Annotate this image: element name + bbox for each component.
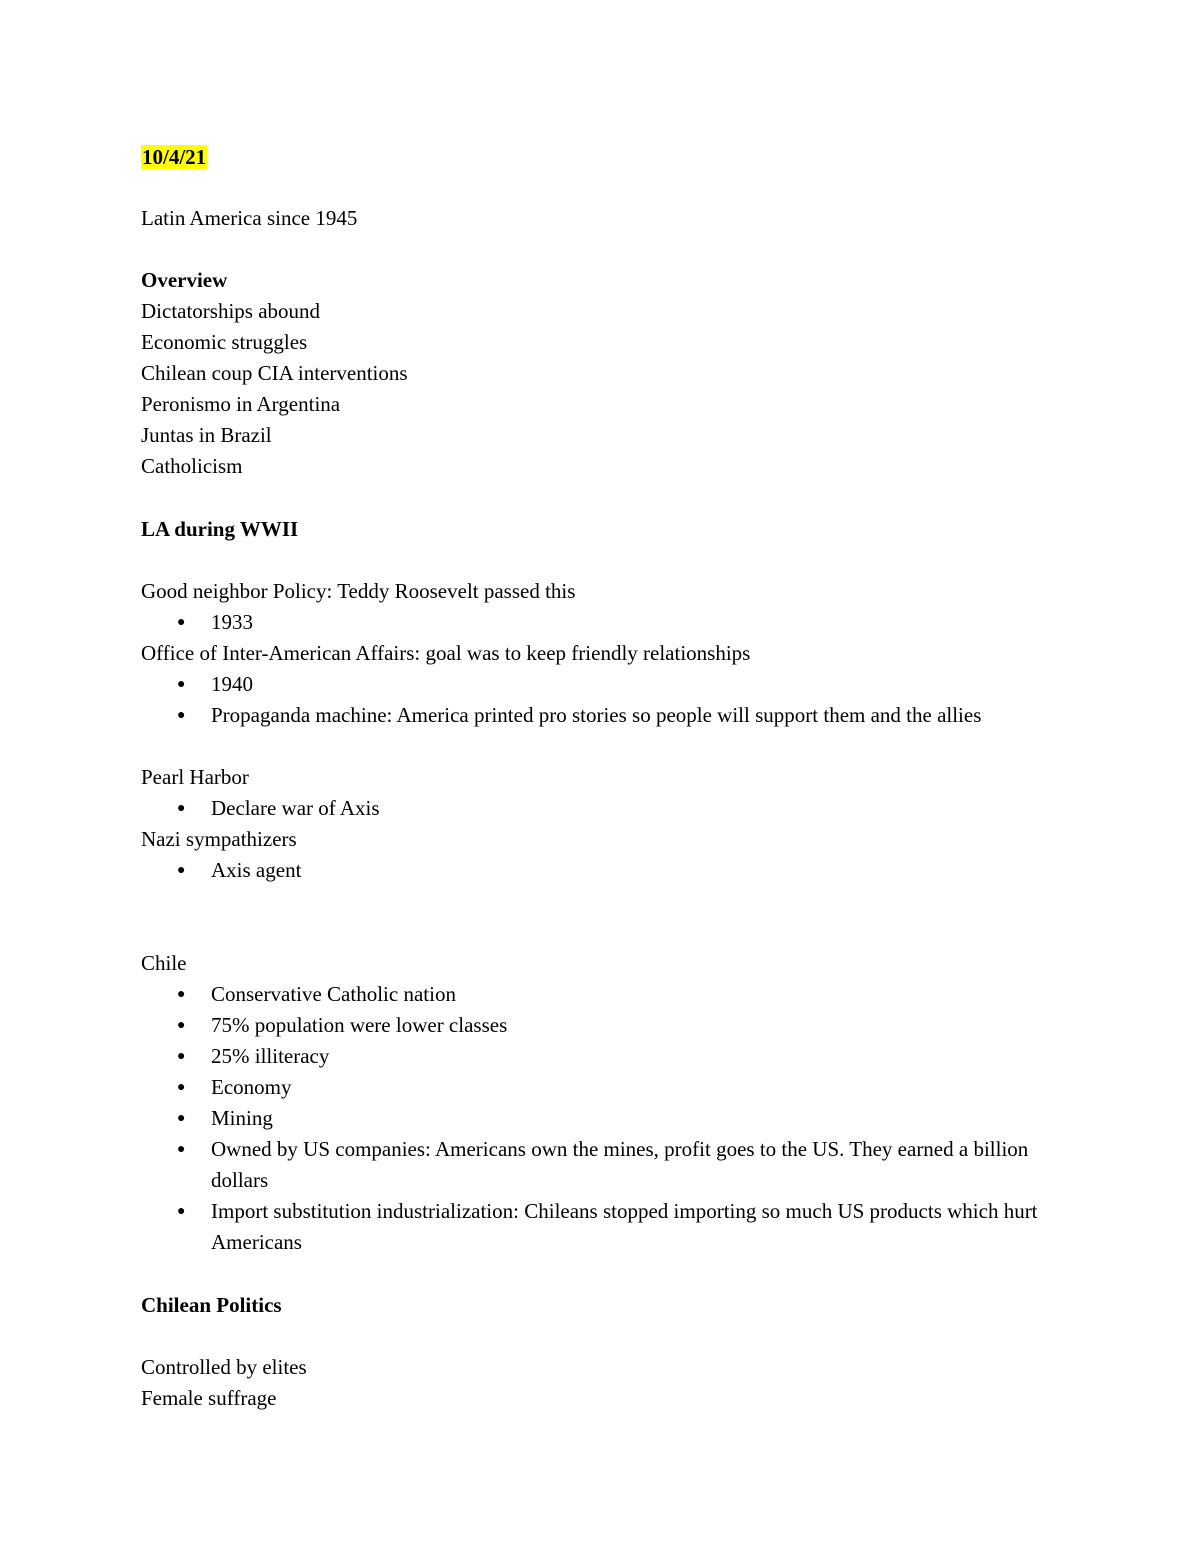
bullet-text: 75% population were lower classes <box>211 1013 508 1037</box>
bullet-text: Economy <box>211 1075 292 1099</box>
bullet-text: 1940 <box>211 672 253 696</box>
nazi-sympathizers-line: Nazi sympathizers <box>141 827 297 851</box>
bullet-icon: ● <box>177 677 186 692</box>
bullet-text: Declare war of Axis <box>211 796 380 820</box>
bullet-text: 1933 <box>211 610 253 634</box>
chilean-politics-heading: Chilean Politics <box>141 1293 282 1317</box>
overview-line: Peronismo in Argentina <box>141 392 341 416</box>
bullet-icon: ● <box>177 1204 186 1219</box>
bullet-text: Mining <box>211 1106 273 1130</box>
wwii-heading: LA during WWII <box>141 517 299 541</box>
date-highlight: 10/4/21 <box>142 145 207 169</box>
politics-line: Female suffrage <box>141 1386 277 1410</box>
bullet-icon: ● <box>177 1080 186 1095</box>
bullet-text: Import substitution industrialization: Chileans stopped importing so much US products which hurt Americans <box>211 1199 1038 1254</box>
inter-american-line: Office of Inter-American Affairs: goal was to keep friendly relationships <box>141 641 751 665</box>
bullet-icon: ● <box>177 1111 186 1126</box>
overview-line: Dictatorships abound <box>141 299 321 323</box>
bullet-icon: ● <box>177 1049 186 1064</box>
bullet-icon: ● <box>177 801 186 816</box>
course-title: Latin America since 1945 <box>141 206 358 230</box>
bullet-icon: ● <box>177 1018 186 1033</box>
bullet-text: Axis agent <box>211 858 302 882</box>
bullet-icon: ● <box>177 987 186 1002</box>
chile-line: Chile <box>141 951 187 975</box>
bullet-icon: ● <box>177 863 186 878</box>
bullet-icon: ● <box>177 615 186 630</box>
date-line <box>141 142 207 173</box>
good-neighbor-line: Good neighbor Policy: Teddy Roosevelt passed this <box>141 579 576 603</box>
pearl-harbor-line: Pearl Harbor <box>141 765 249 789</box>
overview-line: Economic struggles <box>141 330 308 354</box>
overview-line: Chilean coup CIA interventions <box>141 361 408 385</box>
overview-line: Catholicism <box>141 454 243 478</box>
overview-heading: Overview <box>141 268 228 292</box>
bullet-icon: ● <box>177 708 186 723</box>
bullet-text: Propaganda machine: America printed pro stories so people will support them and the allies <box>211 703 982 727</box>
bullet-text: 25% illiteracy <box>211 1044 330 1068</box>
politics-line: Controlled by elites <box>141 1355 307 1379</box>
bullet-text: Conservative Catholic nation <box>211 982 456 1006</box>
bullet-icon: ● <box>177 1142 186 1157</box>
bullet-text: Owned by US companies: Americans own the mines, profit goes to the US. They earned a billion dollars <box>211 1137 1029 1192</box>
overview-line: Juntas in Brazil <box>141 423 272 447</box>
